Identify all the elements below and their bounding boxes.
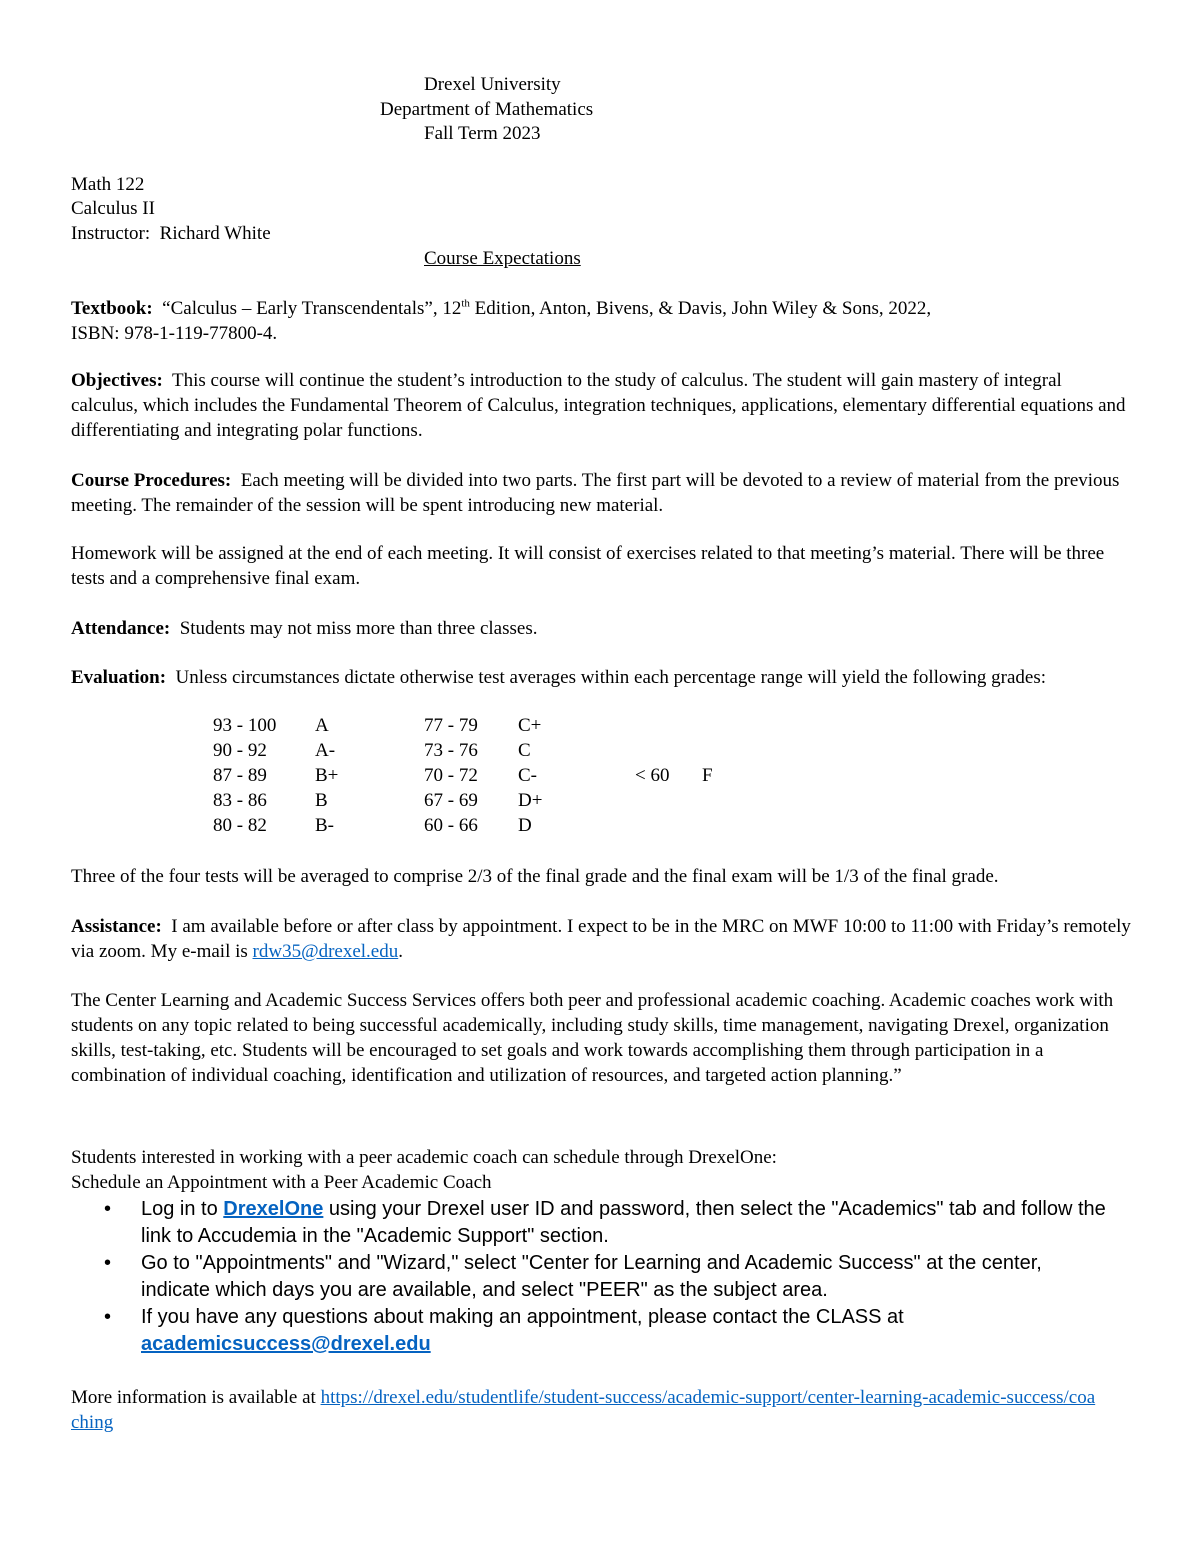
textbook-isbn: ISBN: 978-1-119-77800-4. xyxy=(71,323,278,344)
grade-letter: B+ xyxy=(315,765,339,786)
edition-superscript: th xyxy=(461,297,470,310)
grade-letter: C xyxy=(518,740,531,761)
grade-range: 67 - 69 xyxy=(424,790,478,811)
grade-range: 70 - 72 xyxy=(424,765,478,786)
list-item xyxy=(104,1196,1114,1250)
textbook-paragraph xyxy=(71,296,1131,346)
course-name: Calculus II xyxy=(71,198,155,219)
class-paragraph: The Center Learning and Academic Success Services offers both peer and professional academic coaching. Academic coaches work with students on any topic related to being successful academically, including study skills, time management, navigating Drexel, organization skills, test-taking, etc. Students will be encouraged to set goals and work towards accomplishing them through participation in a combination of individual coaching, identification and utilization of resources, and targeted action planning.” xyxy=(71,990,1114,1086)
grade-range: 77 - 79 xyxy=(424,715,478,736)
procedures-paragraph xyxy=(71,468,1131,518)
grade-letter: D+ xyxy=(518,790,543,811)
instructor-name: Richard White xyxy=(159,223,271,244)
peer-intro: Students interested in working with a peer academic coach can schedule through DrexelOne: xyxy=(71,1147,777,1168)
step-text: Log in to xyxy=(141,1198,218,1220)
section-title: Course Expectations xyxy=(424,248,581,269)
evaluation-paragraph xyxy=(71,665,1131,690)
textbook-label: Textbook: xyxy=(71,298,153,319)
assistance-paragraph xyxy=(71,914,1131,964)
homework-paragraph: Homework will be assigned at the end of each meeting. It will consist of exercises related to that meeting’s material. There will be three tests and a comprehensive final exam. xyxy=(71,543,1105,589)
grade-letter: F xyxy=(702,765,713,786)
attendance-label: Attendance: xyxy=(71,618,171,639)
attendance-text: Students may not miss more than three classes. xyxy=(179,618,538,639)
bullet-icon: • xyxy=(104,1306,112,1328)
step-text: If you have any questions about making an appointment, please contact the CLASS at xyxy=(141,1306,904,1328)
more-info-text: More information is available at xyxy=(71,1387,316,1408)
grade-range: 93 - 100 xyxy=(213,715,277,736)
instructor-line xyxy=(71,221,271,246)
step-text: Go to "Appointments" and "Wizard," select "Center for Learning and Academic Success" at the center, indicate which days you are available, and select "PEER" as the subject area. xyxy=(141,1252,1042,1301)
course-number: Math 122 xyxy=(71,174,145,195)
grade-range: 80 - 82 xyxy=(213,815,267,836)
textbook-details: Edition, Anton, Bivens, & Davis, John Wiley & Sons, 2022, xyxy=(469,298,932,319)
assistance-end: . xyxy=(398,941,403,962)
evaluation-label: Evaluation: xyxy=(71,667,167,688)
objectives-text: This course will continue the student’s introduction to the study of calculus. The student will gain mastery of integral calculus, which includes the Fundamental Theorem of Calculus, integration techniques, applications, elementary differential equations and differentiating and integrating polar functions. xyxy=(71,370,1126,441)
objectives-label: Objectives: xyxy=(71,370,163,391)
grade-range: < 60 xyxy=(635,765,670,786)
procedures-text: Each meeting will be divided into two parts. The first part will be devoted to a review of material from the previous meeting. The remainder of the session will be spent introducing new material. xyxy=(71,470,1120,516)
peer-steps-list xyxy=(104,1196,1114,1358)
grade-letter: A xyxy=(315,715,329,736)
weighting-paragraph: Three of the four tests will be averaged to comprise 2/3 of the final grade and the final exam will be 1/3 of the final grade. xyxy=(71,866,999,887)
grade-letter: C- xyxy=(518,765,537,786)
assistance-text: I am available before or after class by appointment. I expect to be in the MRC on MWF 10:00 to 11:00 with Friday’s remotely via zoom. My e-mail is xyxy=(71,916,1131,962)
grade-range: 87 - 89 xyxy=(213,765,267,786)
grade-range: 60 - 66 xyxy=(424,815,478,836)
grade-letter: B xyxy=(315,790,328,811)
university-name: Drexel University xyxy=(424,74,561,95)
more-info-paragraph xyxy=(71,1385,1101,1435)
instructor-label: Instructor: xyxy=(71,223,151,244)
drexelone-link[interactable]: DrexelOne xyxy=(223,1198,324,1220)
peer-heading: Schedule an Appointment with a Peer Academic Coach xyxy=(71,1172,492,1193)
term: Fall Term 2023 xyxy=(424,123,541,144)
grade-range: 73 - 76 xyxy=(424,740,478,761)
evaluation-text: Unless circumstances dictate otherwise test averages within each percentage range will yield the following grades: xyxy=(175,667,1047,688)
department-name: Department of Mathematics xyxy=(380,99,594,120)
objectives-paragraph xyxy=(71,368,1131,443)
academicsuccess-email-link[interactable]: academicsuccess@drexel.edu xyxy=(141,1333,431,1355)
list-item xyxy=(104,1250,1114,1304)
coaching-url-link[interactable]: https://drexel.edu/studentlife/student-success/academic-support/center-learning-academic-success/coaching xyxy=(71,1387,1096,1433)
grade-letter: D xyxy=(518,815,532,836)
grade-range: 90 - 92 xyxy=(213,740,267,761)
textbook-title: “Calculus – Early Transcendentals”, 12 xyxy=(162,298,462,319)
grade-letter: A- xyxy=(315,740,336,761)
grade-letter: C+ xyxy=(518,715,542,736)
grade-range: 83 - 86 xyxy=(213,790,267,811)
instructor-email-link[interactable]: rdw35@drexel.edu xyxy=(252,941,399,962)
bullet-icon: • xyxy=(104,1252,112,1274)
assistance-label: Assistance: xyxy=(71,916,162,937)
step-text: using your Drexel user ID and password, then select the "Academics" tab and follow the link to Accudemia in the "Academic Support" section. xyxy=(141,1198,1106,1247)
list-item xyxy=(104,1304,1114,1358)
grade-letter: B- xyxy=(315,815,334,836)
bullet-icon: • xyxy=(104,1198,112,1220)
attendance-paragraph xyxy=(71,616,1131,641)
procedures-label: Course Procedures: xyxy=(71,470,232,491)
